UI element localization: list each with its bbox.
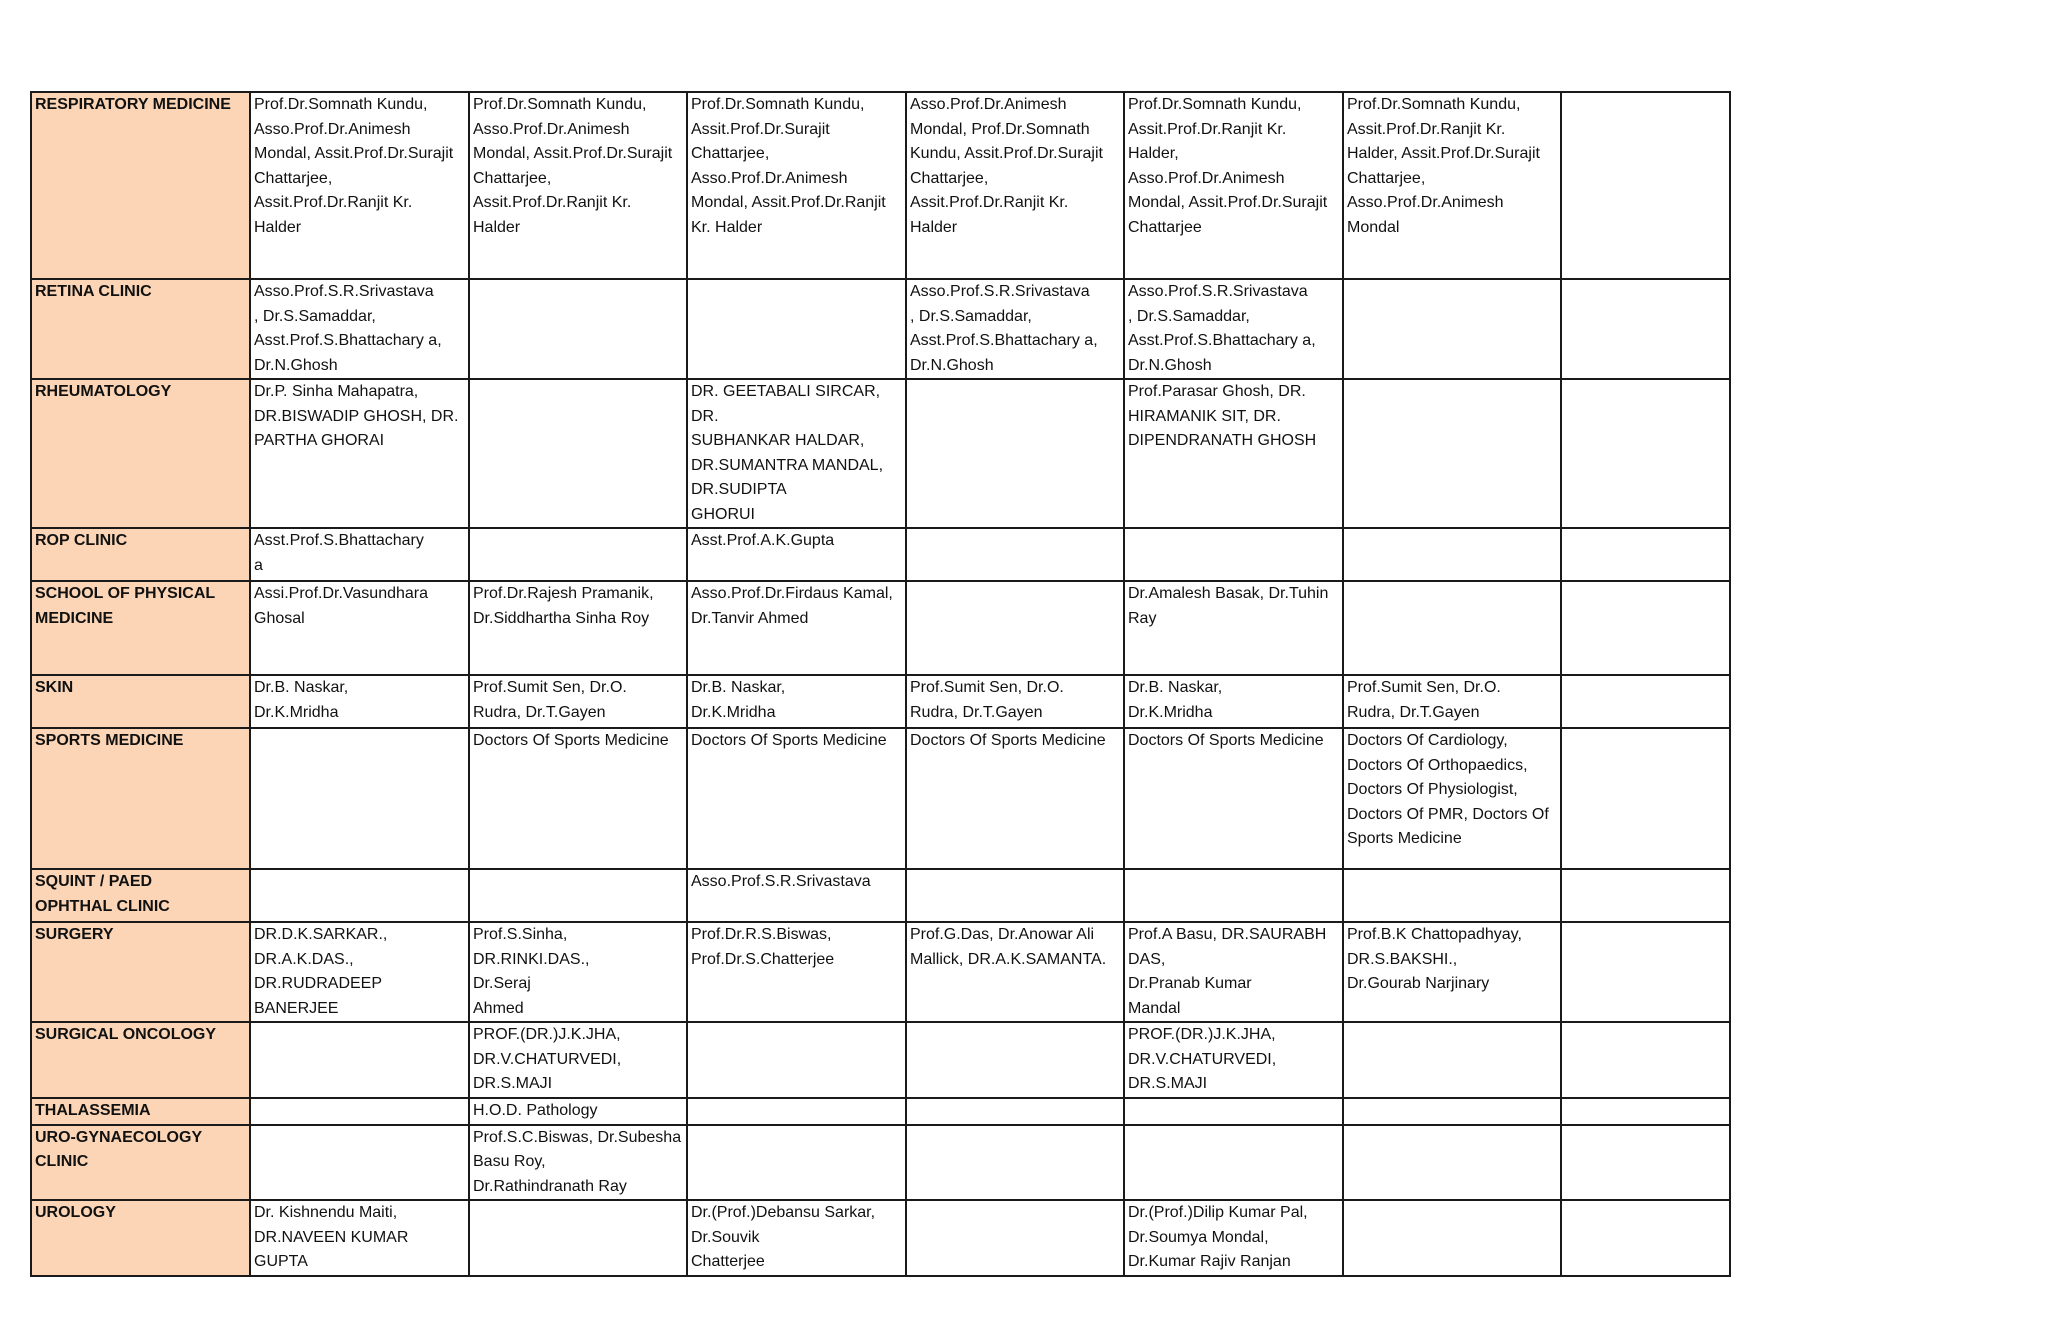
doctor-list-cell <box>1561 1125 1730 1201</box>
doctor-list-cell: Dr.P. Sinha Mahapatra, DR.BISWADIP GHOSH, DR. PARTHA GHORAI <box>250 379 469 528</box>
table-row <box>31 1022 1730 1098</box>
doctor-list-cell: Prof.Sumit Sen, Dr.O. Rudra, Dr.T.Gayen <box>469 675 687 728</box>
table-row <box>31 528 1730 581</box>
table-row <box>31 379 1730 528</box>
doctor-list-cell: Asst.Prof.S.Bhattachary a <box>250 528 469 581</box>
doctor-list-cell: H.O.D. Pathology <box>469 1098 687 1125</box>
doctor-list-cell <box>906 1022 1124 1098</box>
doctor-list-cell <box>469 869 687 922</box>
doctor-list-cell: Prof.S.Sinha, DR.RINKI.DAS., Dr.Seraj Ahmed <box>469 922 687 1022</box>
doctor-list-cell <box>1343 1022 1561 1098</box>
doctor-list-cell: Dr.B. Naskar, Dr.K.Mridha <box>687 675 906 728</box>
table-row <box>31 728 1730 869</box>
department-name-cell: SQUINT / PAED OPHTHAL CLINIC <box>31 869 250 922</box>
doctor-list-cell <box>906 581 1124 675</box>
doctor-list-cell <box>1561 92 1730 279</box>
doctor-list-cell <box>1561 922 1730 1022</box>
doctor-list-cell: Prof.Dr.R.S.Biswas, Prof.Dr.S.Chatterjee <box>687 922 906 1022</box>
doctor-list-cell <box>1124 1098 1343 1125</box>
doctor-list-cell <box>1561 869 1730 922</box>
doctor-list-cell: Prof.Sumit Sen, Dr.O. Rudra, Dr.T.Gayen <box>1343 675 1561 728</box>
doctor-list-cell: Assi.Prof.Dr.Vasundhara Ghosal <box>250 581 469 675</box>
doctor-list-cell <box>906 528 1124 581</box>
department-name-cell: ROP CLINIC <box>31 528 250 581</box>
doctor-list-cell <box>1561 528 1730 581</box>
table-row <box>31 1125 1730 1201</box>
doctor-list-cell <box>1343 869 1561 922</box>
doctor-list-cell <box>1343 1098 1561 1125</box>
table-row <box>31 1200 1730 1276</box>
doctor-list-cell <box>250 728 469 869</box>
doctor-list-cell <box>1343 279 1561 379</box>
doctor-list-cell: Prof.Dr.Somnath Kundu, Assit.Prof.Dr.Ranjit Kr. Halder, Assit.Prof.Dr.Surajit Chattarjee, Asso.Prof.Dr.Animesh Mondal <box>1343 92 1561 279</box>
doctor-list-cell <box>1343 581 1561 675</box>
department-name-cell: SCHOOL OF PHYSICAL MEDICINE <box>31 581 250 675</box>
doctor-list-cell: Prof.A Basu, DR.SAURABH DAS, Dr.Pranab Kumar Mandal <box>1124 922 1343 1022</box>
doctor-list-cell <box>1561 1200 1730 1276</box>
doctor-list-cell: Prof.Sumit Sen, Dr.O. Rudra, Dr.T.Gayen <box>906 675 1124 728</box>
doctor-list-cell <box>250 1125 469 1201</box>
doctor-list-cell <box>687 1125 906 1201</box>
doctor-list-cell: Asso.Prof.Dr.Animesh Mondal, Prof.Dr.Somnath Kundu, Assit.Prof.Dr.Surajit Chattarjee, Assit.Prof.Dr.Ranjit Kr. Halder <box>906 92 1124 279</box>
doctor-list-cell <box>1343 1125 1561 1201</box>
doctor-list-cell <box>906 869 1124 922</box>
doctor-list-cell: Asso.Prof.Dr.Firdaus Kamal, Dr.Tanvir Ahmed <box>687 581 906 675</box>
department-name-cell: URO-GYNAECOLOGY CLINIC <box>31 1125 250 1201</box>
doctor-list-cell: PROF.(DR.)J.K.JHA, DR.V.CHATURVEDI, DR.S.MAJI <box>1124 1022 1343 1098</box>
doctor-list-cell: Doctors Of Sports Medicine <box>469 728 687 869</box>
table-row <box>31 675 1730 728</box>
doctor-list-cell: Prof.Dr.Rajesh Pramanik, Dr.Siddhartha Sinha Roy <box>469 581 687 675</box>
doctor-list-cell: Prof.B.K Chattopadhyay, DR.S.BAKSHI., Dr.Gourab Narjinary <box>1343 922 1561 1022</box>
doctor-list-cell: Prof.Parasar Ghosh, DR. HIRAMANIK SIT, DR. DIPENDRANATH GHOSH <box>1124 379 1343 528</box>
doctor-list-cell <box>250 1022 469 1098</box>
doctor-list-cell <box>1561 728 1730 869</box>
doctor-list-cell <box>1124 869 1343 922</box>
doctor-list-cell <box>1561 279 1730 379</box>
department-name-cell: RESPIRATORY MEDICINE <box>31 92 250 279</box>
doctor-list-cell: Asso.Prof.S.R.Srivastava <box>687 869 906 922</box>
roster-body <box>31 92 1730 1276</box>
doctor-list-cell: Dr.Amalesh Basak, Dr.Tuhin Ray <box>1124 581 1343 675</box>
doctor-list-cell: Prof.Dr.Somnath Kundu, Assit.Prof.Dr.Ranjit Kr. Halder, Asso.Prof.Dr.Animesh Mondal, Assit.Prof.Dr.Surajit Chattarjee <box>1124 92 1343 279</box>
doctor-list-cell: Prof.S.C.Biswas, Dr.Subesha Basu Roy, Dr.Rathindranath Ray <box>469 1125 687 1201</box>
department-name-cell: UROLOGY <box>31 1200 250 1276</box>
table-row <box>31 92 1730 279</box>
table-row <box>31 279 1730 379</box>
doctor-list-cell <box>1561 581 1730 675</box>
doctor-list-cell: Doctors Of Cardiology, Doctors Of Orthopaedics, Doctors Of Physiologist, Doctors Of PMR, Doctors Of Sports Medicine <box>1343 728 1561 869</box>
doctor-list-cell: Prof.Dr.Somnath Kundu, Asso.Prof.Dr.Animesh Mondal, Assit.Prof.Dr.Surajit Chattarjee, Assit.Prof.Dr.Ranjit Kr. Halder <box>250 92 469 279</box>
doctor-list-cell <box>469 1200 687 1276</box>
doctor-list-cell: DR.D.K.SARKAR., DR.A.K.DAS., DR.RUDRADEEP BANERJEE <box>250 922 469 1022</box>
doctor-list-cell: Dr. Kishnendu Maiti, DR.NAVEEN KUMAR GUPTA <box>250 1200 469 1276</box>
department-name-cell: RHEUMATOLOGY <box>31 379 250 528</box>
doctor-list-cell: Dr.B. Naskar, Dr.K.Mridha <box>250 675 469 728</box>
department-name-cell: SURGERY <box>31 922 250 1022</box>
doctor-list-cell <box>1124 528 1343 581</box>
department-name-cell: SKIN <box>31 675 250 728</box>
doctor-list-cell <box>469 379 687 528</box>
doctor-list-cell <box>906 379 1124 528</box>
doctor-list-cell: Prof.Dr.Somnath Kundu, Asso.Prof.Dr.Animesh Mondal, Assit.Prof.Dr.Surajit Chattarjee, Assit.Prof.Dr.Ranjit Kr. Halder <box>469 92 687 279</box>
doctor-list-cell: Doctors Of Sports Medicine <box>1124 728 1343 869</box>
doctor-list-cell <box>1343 528 1561 581</box>
table-row <box>31 581 1730 675</box>
doctor-list-cell: Prof.Dr.Somnath Kundu, Assit.Prof.Dr.Surajit Chattarjee, Asso.Prof.Dr.Animesh Mondal, Assit.Prof.Dr.Ranjit Kr. Halder <box>687 92 906 279</box>
doctor-list-cell <box>687 1022 906 1098</box>
doctor-list-cell <box>906 1098 1124 1125</box>
doctor-list-cell: Doctors Of Sports Medicine <box>906 728 1124 869</box>
doctor-list-cell <box>1343 379 1561 528</box>
doctor-list-cell <box>906 1125 1124 1201</box>
doctor-list-cell: Asst.Prof.A.K.Gupta <box>687 528 906 581</box>
doctor-list-cell: PROF.(DR.)J.K.JHA, DR.V.CHATURVEDI, DR.S.MAJI <box>469 1022 687 1098</box>
doctor-list-cell <box>1561 675 1730 728</box>
doctor-list-cell: DR. GEETABALI SIRCAR, DR. SUBHANKAR HALDAR, DR.SUMANTRA MANDAL, DR.SUDIPTA GHORUI <box>687 379 906 528</box>
doctor-list-cell <box>687 1098 906 1125</box>
doctor-list-cell <box>906 1200 1124 1276</box>
doctor-list-cell <box>1561 1098 1730 1125</box>
table-row <box>31 1098 1730 1125</box>
doctor-list-cell <box>1124 1125 1343 1201</box>
doctor-list-cell <box>469 279 687 379</box>
department-name-cell: RETINA CLINIC <box>31 279 250 379</box>
doctor-list-cell <box>1561 1022 1730 1098</box>
doctor-list-cell <box>1343 1200 1561 1276</box>
doctor-list-cell: Asso.Prof.S.R.Srivastava , Dr.S.Samaddar, Asst.Prof.S.Bhattachary a, Dr.N.Ghosh <box>906 279 1124 379</box>
doctor-list-cell: Dr.B. Naskar, Dr.K.Mridha <box>1124 675 1343 728</box>
doctor-list-cell <box>250 869 469 922</box>
opd-roster-table <box>30 91 1731 1277</box>
doctor-list-cell <box>250 1098 469 1125</box>
doctor-list-cell: Asso.Prof.S.R.Srivastava , Dr.S.Samaddar, Asst.Prof.S.Bhattachary a, Dr.N.Ghosh <box>250 279 469 379</box>
doctor-list-cell: Asso.Prof.S.R.Srivastava , Dr.S.Samaddar, Asst.Prof.S.Bhattachary a, Dr.N.Ghosh <box>1124 279 1343 379</box>
table-row <box>31 922 1730 1022</box>
table-row <box>31 869 1730 922</box>
doctor-list-cell <box>687 279 906 379</box>
doctor-list-cell: Prof.G.Das, Dr.Anowar Ali Mallick, DR.A.K.SAMANTA. <box>906 922 1124 1022</box>
doctor-list-cell: Dr.(Prof.)Dilip Kumar Pal, Dr.Soumya Mondal, Dr.Kumar Rajiv Ranjan <box>1124 1200 1343 1276</box>
doctor-list-cell <box>469 528 687 581</box>
department-name-cell: SPORTS MEDICINE <box>31 728 250 869</box>
doctor-list-cell: Dr.(Prof.)Debansu Sarkar, Dr.Souvik Chatterjee <box>687 1200 906 1276</box>
doctor-list-cell <box>1561 379 1730 528</box>
doctor-list-cell: Doctors Of Sports Medicine <box>687 728 906 869</box>
department-name-cell: SURGICAL ONCOLOGY <box>31 1022 250 1098</box>
department-name-cell: THALASSEMIA <box>31 1098 250 1125</box>
